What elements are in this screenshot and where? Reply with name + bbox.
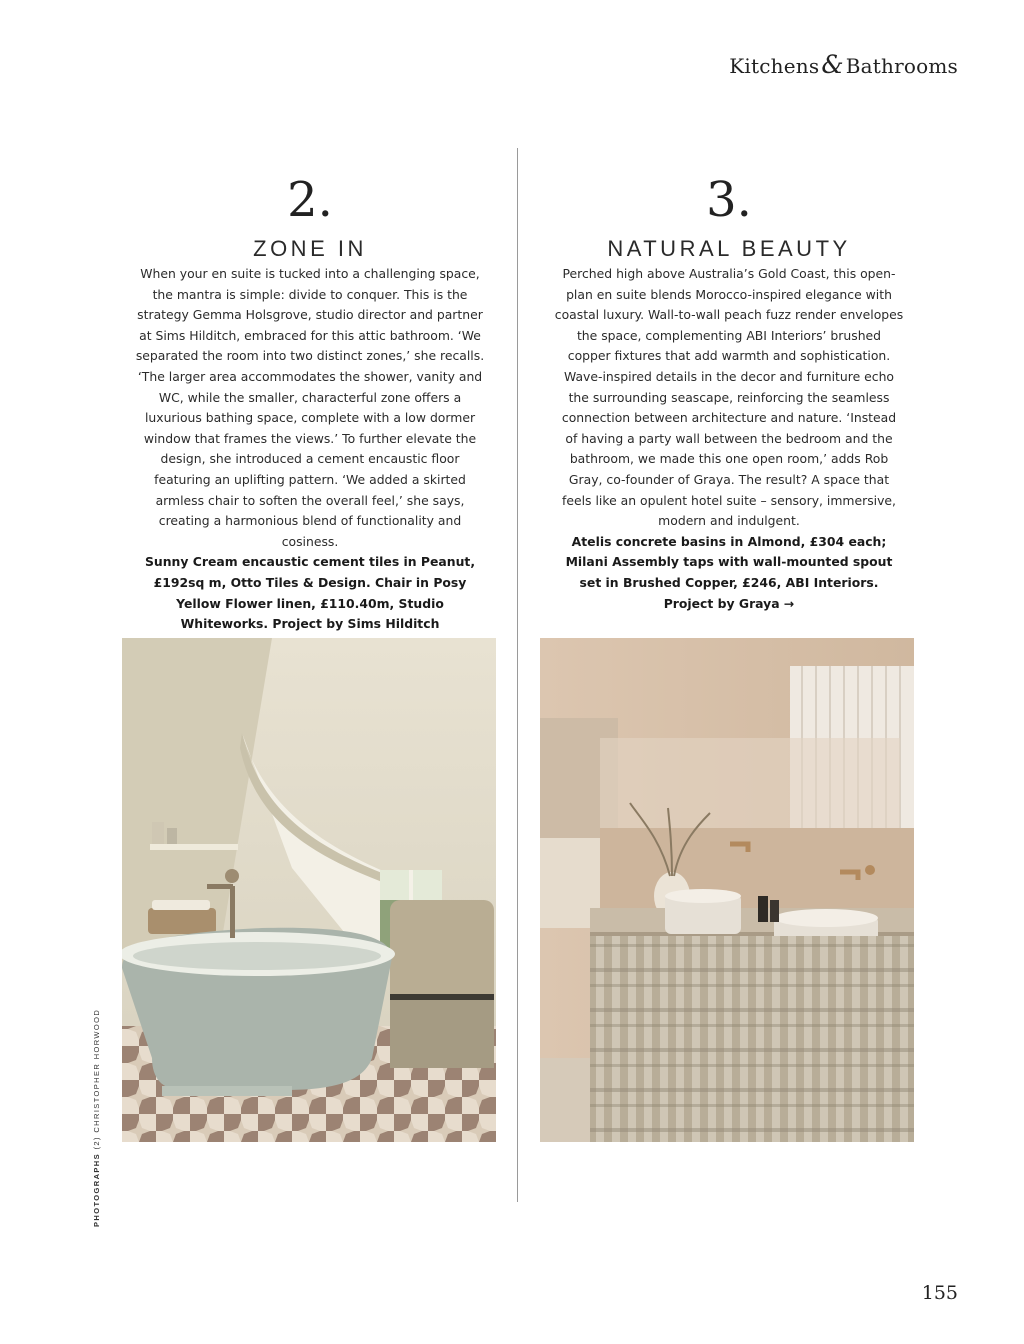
column-divider xyxy=(517,148,518,1202)
attic-bathroom-illustration xyxy=(122,638,496,1142)
photo-credit-text: (2) CHRISTOPHER HORWOOD xyxy=(92,1008,101,1150)
ampersand: & xyxy=(821,50,844,79)
peach-ensuite-illustration xyxy=(540,638,914,1142)
item-title: NATURAL BEAUTY xyxy=(607,236,851,261)
body-text: Perched high above Australia’s Gold Coast, this open-plan en suite blends Morocco-inspired elegance with coastal luxury. Wall-to-wall peach fuzz render envelopes the space, complementing ABI Interiors’ brushed copper fixtures that add warmth and sophistication. Wave-inspired details in the decor and furniture echo the surrounding seascape, reinforcing the seamless connection between architecture and nature. ‘Instead of having a party wall between the bedroom and the bathroom, we made this one open room,’ adds Rob Gray, co-founder of Graya. The result? A space that feels like an opulent hotel suite – sensory, immersive, modern and indulgent. xyxy=(554,266,904,529)
product-credit: Sunny Cream encaustic cement tiles in Peanut, £192sq m, Otto Tiles & Design. Chair in Posy Yellow Flower linen, £110.40m, Studio Whiteworks. Project by Sims Hilditch xyxy=(144,554,476,632)
item-body xyxy=(135,264,485,635)
item-number: 3. xyxy=(706,172,752,228)
body-text: When your en suite is tucked into a challenging space, the mantra is simple: divide to conquer. This is the strategy Gemma Holsgrove, studio director and partner at Sims Hilditch, embraced for this attic bathroom. ‘We separated the room into two distinct zones,’ she recalls. ‘The larger area accommodates the shower, vanity and WC, while the smaller, characterful zone offers a luxurious bathing space, complete with a low dormer window that frames the views.’ To further elevate the design, she introduced a cement encaustic floor featuring an uplifting pattern. ‘We added a skirted armless chair to soften the overall feel,’ she says, creating a harmonious blend of functionality and cosiness. xyxy=(135,266,485,549)
attic-bathroom-photo xyxy=(122,638,496,1142)
item-number: 2. xyxy=(287,172,333,228)
peach-ensuite-photo xyxy=(540,638,914,1142)
item-body xyxy=(554,264,904,614)
photo-credit xyxy=(92,1009,101,1227)
item-title: ZONE IN xyxy=(253,236,367,261)
product-credit: Atelis concrete basins in Almond, £304 each; Milani Assembly taps with wall-mounted spout set in Brushed Copper, £246, ABI Interiors. Project by Graya → xyxy=(565,533,893,611)
section-label-bathrooms: Bathrooms xyxy=(845,54,958,78)
section-label-kitchens: Kitchens xyxy=(729,54,820,78)
page-number: 155 xyxy=(921,1282,958,1304)
section-header xyxy=(729,50,958,79)
photo-credit-label: PHOTOGRAPHS xyxy=(92,1152,101,1227)
